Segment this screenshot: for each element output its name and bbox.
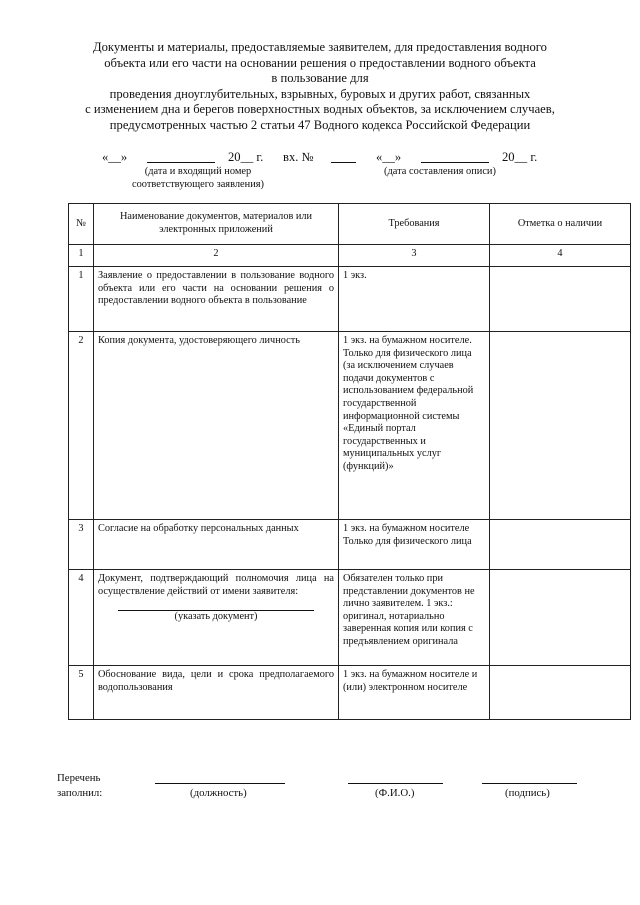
left-day-quote: «__» [102, 150, 128, 164]
table-row: 4 Документ, подтверждающий полномочия лица на осуществление действий от имени заявителя: (указать документ) Обязателен только при представлении документов не лично заявителем. 1 экз.: оригинал, нотариально заверенная копия или копия с предъявлением оригинала [69, 570, 631, 666]
table-row: 3 Согласие на обработку персональных данных 1 экз. на бумажном носителе Только для физического лица [69, 520, 631, 570]
signature-line [482, 783, 577, 784]
header-requirements: Требования [339, 204, 490, 245]
incoming-number-label: вх. № [283, 150, 314, 164]
title-line: Документы и материалы, предоставляемые заявителем, для предоставления водного [93, 40, 547, 54]
mark-cell [490, 570, 631, 666]
position-line [155, 783, 285, 784]
title-line: проведения дноуглубительных, взрывных, буровых и других работ, связанных [109, 86, 531, 101]
position-caption: (должность) [190, 787, 247, 799]
name-caption: (Ф.И.О.) [375, 787, 415, 799]
table-row: 5 Обоснование вида, цели и срока предполагаемого водопользования 1 экз. на бумажном носителе и (или) электронном носителе [69, 666, 631, 720]
document-title [40, 40, 600, 134]
right-year: 20__ г. [502, 150, 538, 164]
table-row: 1 Заявление о предоставлении в пользование водного объекта или его части на основании решения о предоставлении водного объекта в пользование 1 экз. [69, 267, 631, 332]
mark-cell [490, 267, 631, 332]
name-line [348, 783, 443, 784]
header-name: Наименование документов, материалов или электронных приложений [94, 204, 339, 245]
header-mark: Отметка о наличии [490, 204, 631, 245]
left-caption: (дата и входящий номер соответствующего заявления) [131, 166, 265, 190]
table-row: 2 Копия документа, удостоверяющего личность 1 экз. на бумажном носителе. Только для физического лица (за исключением случаев подачи документов с использованием федеральной государственной информационной системы «Единый портал государственных и муниципальных услуг (функций)» [69, 332, 631, 520]
left-year: 20__ г. [228, 150, 264, 164]
mark-cell [490, 520, 631, 570]
incoming-number-line [331, 162, 356, 163]
right-caption: (дата составления описи) [384, 166, 496, 177]
mark-cell [490, 666, 631, 720]
right-month-line [421, 162, 489, 163]
signature-caption: (подпись) [505, 787, 550, 799]
mark-cell [490, 332, 631, 520]
table-header-row [69, 204, 631, 245]
title-line: в пользование для [271, 71, 369, 86]
right-day-quote: «__» [376, 150, 402, 164]
title-line: предусмотренных частью 2 статьи 47 Водного кодекса Российской Федерации [109, 117, 531, 132]
header-number: № [69, 204, 94, 245]
column-number-row: 1 2 3 4 [69, 245, 631, 267]
left-month-line [147, 162, 215, 163]
title-line: объекта или его части на основании решения о предоставлении водного объекта [104, 55, 536, 70]
documents-table [68, 203, 631, 720]
filled-by-label-2: заполнил: [57, 787, 103, 799]
filled-by-label-1: Перечень [57, 772, 101, 784]
title-line: с изменением дна и берегов поверхностных водных объектов, за исключением случаев, [85, 102, 555, 117]
